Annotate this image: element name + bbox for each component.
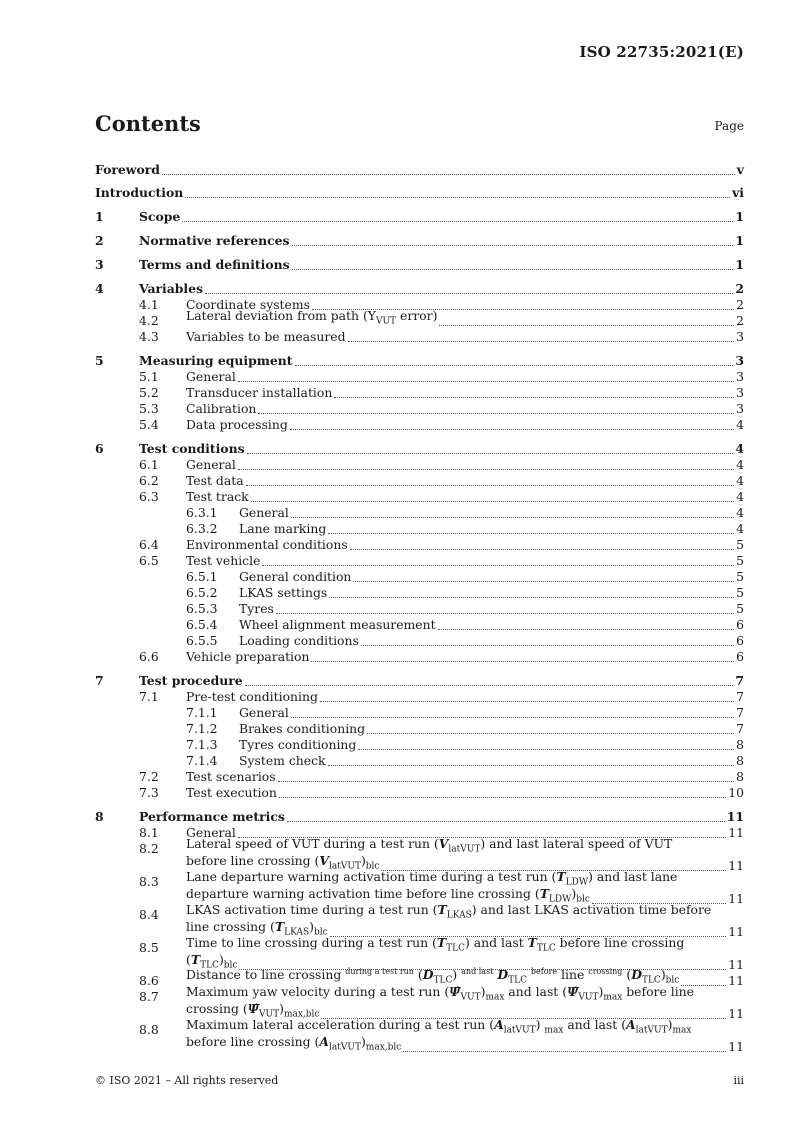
toc-entry-6-6[interactable]	[95, 649, 744, 665]
toc-entry-6-4[interactable]	[95, 537, 744, 553]
toc-entry-7[interactable]	[95, 665, 744, 689]
toc-entry-page: 8	[736, 737, 744, 752]
dot-leader	[238, 469, 734, 470]
toc-entry-title: before line crossing $(A_{latVUT})_{max,blc}$	[186, 1033, 402, 1052]
toc-entry-page: 6	[736, 633, 744, 648]
toc-entry-title: General	[186, 369, 236, 384]
dot-leader	[329, 597, 734, 598]
toc-entry-number: 4.1	[139, 297, 159, 312]
dot-leader	[291, 517, 734, 518]
dot-leader	[287, 821, 725, 822]
dot-leader	[276, 613, 734, 614]
toc-entry-number: 7.1.2	[186, 721, 218, 736]
toc-entry-title: Introduction	[95, 185, 184, 200]
toc-entry-6-5-4[interactable]	[95, 617, 744, 633]
toc-entry-title: Terms and definitions	[139, 257, 290, 272]
toc-entry-page: 3	[736, 369, 744, 384]
toc-entry-title: General	[186, 457, 236, 472]
toc-entry-3[interactable]	[95, 249, 744, 273]
toc-entry-5-2[interactable]	[95, 385, 744, 401]
toc-entry-number: 8.6	[139, 973, 159, 988]
toc-entry-page: 11	[728, 1039, 744, 1054]
toc-entry-title: Scope	[139, 209, 181, 224]
toc-entry-title: Environmental conditions	[186, 537, 348, 552]
toc-entry-title: Maximum lateral acceleration during a test run $(A_{latVUT})$ $_{max}$ and last $(A_{latVUT})_{max}$	[186, 1016, 692, 1035]
toc-entry-title: line crossing $(T_{LKAS})_{blc}$	[186, 918, 328, 937]
toc-entry-8[interactable]	[95, 801, 744, 825]
toc-entry-number: 6.3	[139, 489, 159, 504]
page-title: Contents	[95, 111, 201, 136]
toc-entry-page: 11	[726, 809, 744, 824]
toc-entry-page: 11	[728, 957, 744, 972]
toc-entry-page: 11	[728, 858, 744, 873]
toc-entry-number: 8.8	[139, 1022, 159, 1037]
toc-entry-6-5-2[interactable]	[95, 585, 744, 601]
toc-entry-title: Tyres conditioning	[239, 737, 357, 752]
toc-entry-number: 6.5.1	[186, 569, 218, 584]
toc-entry-page: 5	[736, 585, 744, 600]
toc-entry-title: Test data	[186, 473, 244, 488]
dot-leader	[279, 797, 726, 798]
toc-entry-6-5-1[interactable]	[95, 569, 744, 585]
toc-entry-number: 6.4	[139, 537, 159, 552]
toc-entry-title: Measuring equipment	[139, 353, 293, 368]
dot-leader	[247, 453, 734, 454]
toc-entry-5-3[interactable]	[95, 401, 744, 417]
toc-entry-title: LKAS settings	[239, 585, 328, 600]
dot-leader	[438, 629, 735, 630]
toc-entry-title: General	[186, 825, 236, 840]
toc-entry-7-1-1[interactable]	[95, 705, 744, 721]
toc-entry-title: $(T_{TLC})_{blc}$	[186, 951, 238, 970]
toc-entry-title: Performance metrics	[139, 809, 285, 824]
toc-entry-6-3-2[interactable]	[95, 521, 744, 537]
table-of-contents	[95, 154, 744, 1055]
dot-leader	[262, 565, 734, 566]
dot-leader	[246, 485, 735, 486]
toc-entry-number: 7.1	[139, 689, 159, 704]
toc-entry-title: Time to line crossing during a test run $(T_{TLC})$ and last $T_{TLC}$ before line crossing	[186, 934, 685, 953]
dot-leader	[162, 174, 735, 175]
toc-entry-number: 5.4	[139, 417, 159, 432]
toc-entry-title: Distance to line crossing $^{during a test run}$ $(D_{TLC})$ $^{and last}$ $D_{TLC}$ $^{before}$ line $^{crossing}$ $(D_{TLC})_{blc}$	[186, 967, 680, 986]
dot-leader	[361, 645, 734, 646]
toc-entry-title: Coordinate systems	[186, 297, 310, 312]
toc-entry-7-1-4[interactable]	[95, 753, 744, 769]
toc-entry-page: 4	[735, 441, 744, 456]
toc-entry-6-3-1[interactable]	[95, 505, 744, 521]
toc-entry-page: 11	[728, 924, 744, 939]
page-column-label: Page	[714, 119, 744, 133]
toc-entry-title: Lateral speed of VUT during a test run $(V_{latVUT})$ and last lateral speed of VUT	[186, 835, 673, 854]
toc-entry-number: 6.3.1	[186, 505, 218, 520]
toc-entry-number: 5.2	[139, 385, 159, 400]
toc-entry-number: 6.5.2	[186, 585, 218, 600]
footer-copyright: © ISO 2021 – All rights reserved	[95, 1074, 279, 1087]
toc-entry-page: 4	[736, 417, 744, 432]
dot-leader	[348, 341, 735, 342]
toc-entry-number: 8.2	[139, 841, 159, 856]
toc-entry-4-3[interactable]	[95, 329, 744, 345]
toc-entry-page: 1	[735, 257, 744, 272]
toc-entry-page: 6	[736, 617, 744, 632]
dot-leader	[278, 781, 734, 782]
toc-entry-page: 11	[728, 891, 744, 906]
dot-leader	[334, 397, 734, 398]
dot-leader	[292, 245, 734, 246]
dot-leader	[439, 325, 734, 326]
toc-entry-6-5[interactable]	[95, 553, 744, 569]
toc-entry-title: LKAS activation time during a test run $(T_{LKAS})$ and last LKAS activation time before	[186, 901, 712, 920]
toc-entry-7-2[interactable]	[95, 769, 744, 785]
toc-entry-5-1[interactable]	[95, 369, 744, 385]
dot-leader	[205, 293, 733, 294]
toc-entry-6-3[interactable]	[95, 489, 744, 505]
toc-entry-title: Lateral deviation from path ($Y_{VUT}$ error)	[186, 307, 438, 326]
toc-entry-1[interactable]	[95, 201, 744, 225]
toc-entry-5-4[interactable]	[95, 417, 744, 433]
toc-entry-title: System check	[239, 753, 326, 768]
toc-entry-page: 3	[736, 385, 744, 400]
toc-entry-page: vi	[732, 185, 744, 200]
toc-entry-title: Transducer installation	[186, 385, 333, 400]
toc-entry-number: 6.2	[139, 473, 159, 488]
toc-entry-page: 10	[728, 785, 744, 800]
dot-leader	[185, 197, 730, 198]
toc-entry-number: 8.5	[139, 940, 159, 955]
toc-entry-page: 7	[736, 721, 744, 736]
toc-entry-page: 5	[736, 601, 744, 616]
toc-entry-number: 6.5.3	[186, 601, 218, 616]
toc-entry-page: 2	[736, 297, 744, 312]
toc-entry-title: Loading conditions	[239, 633, 359, 648]
toc-entry-6-5-5[interactable]	[95, 633, 744, 649]
toc-entry-page: 3	[735, 353, 744, 368]
dot-leader	[328, 765, 735, 766]
toc-entry-number: 8.3	[139, 874, 159, 889]
toc-entry-number: 4	[95, 281, 104, 296]
toc-entry-page: 11	[728, 825, 744, 840]
dot-leader	[245, 685, 734, 686]
toc-entry-foreword[interactable]	[95, 154, 744, 178]
dot-leader	[292, 269, 734, 270]
toc-entry-page: 5	[736, 537, 744, 552]
toc-entry-6-2[interactable]	[95, 473, 744, 489]
toc-entry-number: 2	[95, 233, 104, 248]
toc-entry-page: 1	[735, 233, 744, 248]
toc-entry-8-8-cont[interactable]	[95, 1033, 744, 1055]
toc-entry-title: General condition	[239, 569, 352, 584]
toc-entry-title: Data processing	[186, 417, 288, 432]
toc-entry-number: 7	[95, 673, 104, 688]
toc-entry-page: 8	[736, 753, 744, 768]
toc-entry-title: Foreword	[95, 161, 160, 177]
toc-entry-number: 6.1	[139, 457, 159, 472]
dot-leader	[238, 381, 734, 382]
toc-entry-number: 6.5	[139, 553, 159, 568]
toc-entry-number: 7.1.4	[186, 753, 218, 768]
toc-entry-page: 4	[736, 505, 744, 520]
dot-leader	[290, 429, 734, 430]
toc-entry-page: 2	[735, 281, 744, 296]
toc-entry-page: 2	[736, 313, 744, 328]
dot-leader	[350, 549, 734, 550]
toc-entry-page: 7	[736, 689, 744, 704]
toc-entry-page: 11	[728, 1006, 744, 1021]
toc-entry-7-1-3[interactable]	[95, 737, 744, 753]
toc-entry-number: 7.2	[139, 769, 159, 784]
toc-entry-page: 4	[736, 457, 744, 472]
toc-entry-title: Maximum yaw velocity during a test run $(\Psi̇_{VUT})_{max}$ and last $(\Psi̇_{VUT})_{max}$ before line	[186, 983, 694, 1002]
toc-entry-number: 6.6	[139, 649, 159, 664]
toc-entry-title: Test procedure	[139, 673, 243, 688]
toc-entry-number: 6.5.5	[186, 633, 218, 648]
toc-entry-title: Variables to be measured	[186, 329, 346, 344]
toc-entry-page: 5	[736, 553, 744, 568]
toc-entry-number: 4.3	[139, 329, 159, 344]
toc-entry-7-1-2[interactable]	[95, 721, 744, 737]
toc-entry-2[interactable]	[95, 225, 744, 249]
toc-entry-title: Test vehicle	[186, 553, 261, 568]
toc-entry-introduction[interactable]	[95, 178, 744, 202]
toc-entry-title: Test conditions	[139, 441, 245, 456]
toc-entry-page: v	[736, 161, 744, 177]
document-id: ISO 22735:2021(E)	[579, 43, 744, 61]
toc-entry-number: 1	[95, 209, 104, 224]
toc-entry-number: 3	[95, 257, 104, 272]
dot-leader	[291, 717, 734, 718]
toc-entry-page: 5	[736, 569, 744, 584]
dot-leader	[367, 733, 734, 734]
toc-entry-page: 3	[736, 329, 744, 344]
toc-entry-6[interactable]	[95, 433, 744, 457]
toc-entry-page: 8	[736, 769, 744, 784]
footer-page-number: iii	[733, 1074, 744, 1087]
dot-leader	[353, 581, 734, 582]
toc-entry-number: 6	[95, 441, 104, 456]
toc-entry-title: departure warning activation time before line crossing $(T_{LDW})_{blc}$	[186, 885, 590, 904]
toc-entry-number: 6.5.4	[186, 617, 218, 632]
toc-entry-number: 5.3	[139, 401, 159, 416]
toc-entry-6-5-3[interactable]	[95, 601, 744, 617]
dot-leader	[328, 533, 734, 534]
toc-entry-title: Test scenarios	[186, 769, 276, 784]
dot-leader	[358, 749, 734, 750]
toc-entry-6-1[interactable]	[95, 457, 744, 473]
toc-entry-7-3[interactable]	[95, 785, 744, 801]
toc-entry-number: 8.4	[139, 907, 159, 922]
toc-entry-page: 11	[728, 973, 744, 988]
toc-entry-page: 1	[735, 209, 744, 224]
toc-entry-title: General	[239, 505, 289, 520]
toc-entry-number: 4.2	[139, 313, 159, 328]
toc-entry-title: Lane marking	[239, 521, 327, 536]
toc-entry-page: 4	[736, 521, 744, 536]
toc-entry-number: 8.7	[139, 989, 159, 1004]
toc-entry-page: 7	[736, 705, 744, 720]
dot-leader	[311, 661, 734, 662]
toc-entry-number: 8.1	[139, 825, 159, 840]
toc-entry-title: Normative references	[139, 233, 290, 248]
toc-entry-number: 6.3.2	[186, 521, 218, 536]
toc-entry-title: Brakes conditioning	[239, 721, 366, 736]
toc-entry-number: 5	[95, 353, 104, 368]
dot-leader	[251, 501, 734, 502]
toc-entry-title: Test track	[186, 489, 249, 504]
toc-entry-page: 7	[735, 673, 744, 688]
toc-entry-number: 8	[95, 809, 104, 824]
toc-entry-page: 4	[736, 473, 744, 488]
toc-entry-number: 5.1	[139, 369, 159, 384]
toc-entry-4-2[interactable]	[95, 307, 744, 329]
toc-entry-title: crossing $(\Psi̇_{VUT})_{max,blc}$	[186, 1000, 320, 1019]
toc-entry-title: Test execution	[186, 785, 277, 800]
dot-leader	[182, 221, 733, 222]
toc-entry-title: Wheel alignment measurement	[239, 617, 436, 632]
toc-entry-number: 7.1.1	[186, 705, 218, 720]
dot-leader	[258, 413, 734, 414]
toc-entry-title: before line crossing $(V_{latVUT})_{blc}$	[186, 852, 380, 871]
toc-entry-title: Vehicle preparation	[186, 649, 310, 664]
toc-entry-page: 4	[736, 489, 744, 504]
toc-entry-number: 7.3	[139, 785, 159, 800]
toc-entry-title: Variables	[139, 281, 203, 296]
toc-entry-7-1[interactable]	[95, 689, 744, 705]
toc-entry-4[interactable]	[95, 273, 744, 297]
toc-entry-page: 6	[736, 649, 744, 664]
dot-leader	[295, 365, 734, 366]
toc-entry-title: Tyres	[239, 601, 274, 616]
toc-entry-title: Lane departure warning activation time during a test run $(T_{LDW})$ and last lane	[186, 868, 678, 887]
toc-entry-title: Pre-test conditioning	[186, 689, 318, 704]
toc-entry-number: 7.1.3	[186, 737, 218, 752]
toc-entry-title: General	[239, 705, 289, 720]
toc-entry-page: 3	[736, 401, 744, 416]
toc-entry-5[interactable]	[95, 345, 744, 369]
toc-entry-title: Calibration	[186, 401, 257, 416]
dot-leader	[320, 701, 734, 702]
